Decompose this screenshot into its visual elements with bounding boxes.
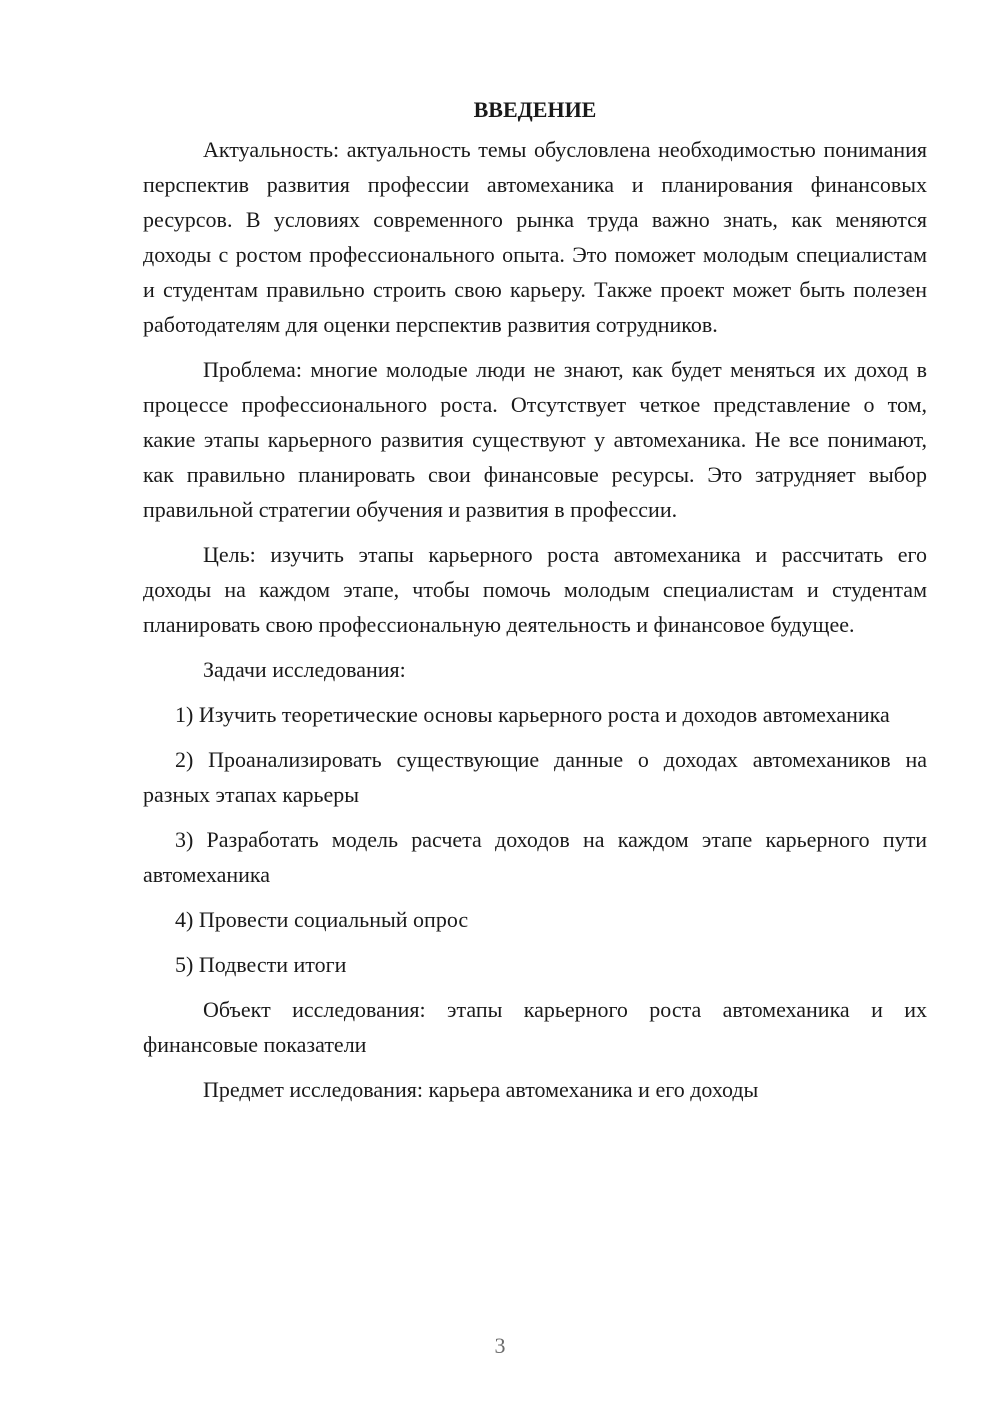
page-number: 3: [494, 1333, 506, 1358]
goal-paragraph: Цель: изучить этапы карьерного роста автомеханика и рассчитать его доходы на каждом этапе, чтобы помочь молодым специалистам и студентам планировать свою профессиональную деятельность и финансовое будущее.: [143, 542, 927, 637]
task-item: 2) Проанализировать существующие данные о доходах автомехаников на разных этапах карьеры: [143, 747, 927, 807]
object-paragraph: Объект исследования: этапы карьерного роста автомеханика и их финансовые показатели: [143, 997, 927, 1057]
page-content: [143, 92, 927, 1117]
section-title: ВВЕДЕНИЕ: [473, 97, 597, 122]
task-item: 5) Подвести итоги: [175, 952, 347, 977]
task-item: 4) Провести социальный опрос: [175, 907, 469, 932]
problem-paragraph: Проблема: многие молодые люди не знают, как будет меняться их доход в процессе профессионального роста. Отсутствует четкое представление о том, какие этапы карьерного развития существуют у автомеханика. Не все понимают, как правильно планировать свои финансовые ресурсы. Это затрудняет выбор правильной стратегии обучения и развития в профессии.: [143, 357, 927, 522]
task-item: 3) Разработать модель расчета доходов на каждом этапе карьерного пути автомеханика: [143, 827, 927, 887]
tasks-heading: Задачи исследования:: [203, 657, 406, 682]
relevance-paragraph: Актуальность: актуальность темы обусловлена необходимостью понимания перспектив развития профессии автомеханика и планирования финансовых ресурсов. В условиях современного рынка труда важно знать, как меняются доходы с ростом профессионального опыта. Это поможет молодым специалистам и студентам правильно строить свою карьеру. Также проект может быть полезен работодателям для оценки перспектив развития сотрудников.: [143, 137, 927, 337]
subject-paragraph: Предмет исследования: карьера автомеханика и его доходы: [203, 1077, 759, 1102]
task-item: 1) Изучить теоретические основы карьерного роста и доходов автомеханика: [175, 702, 890, 727]
